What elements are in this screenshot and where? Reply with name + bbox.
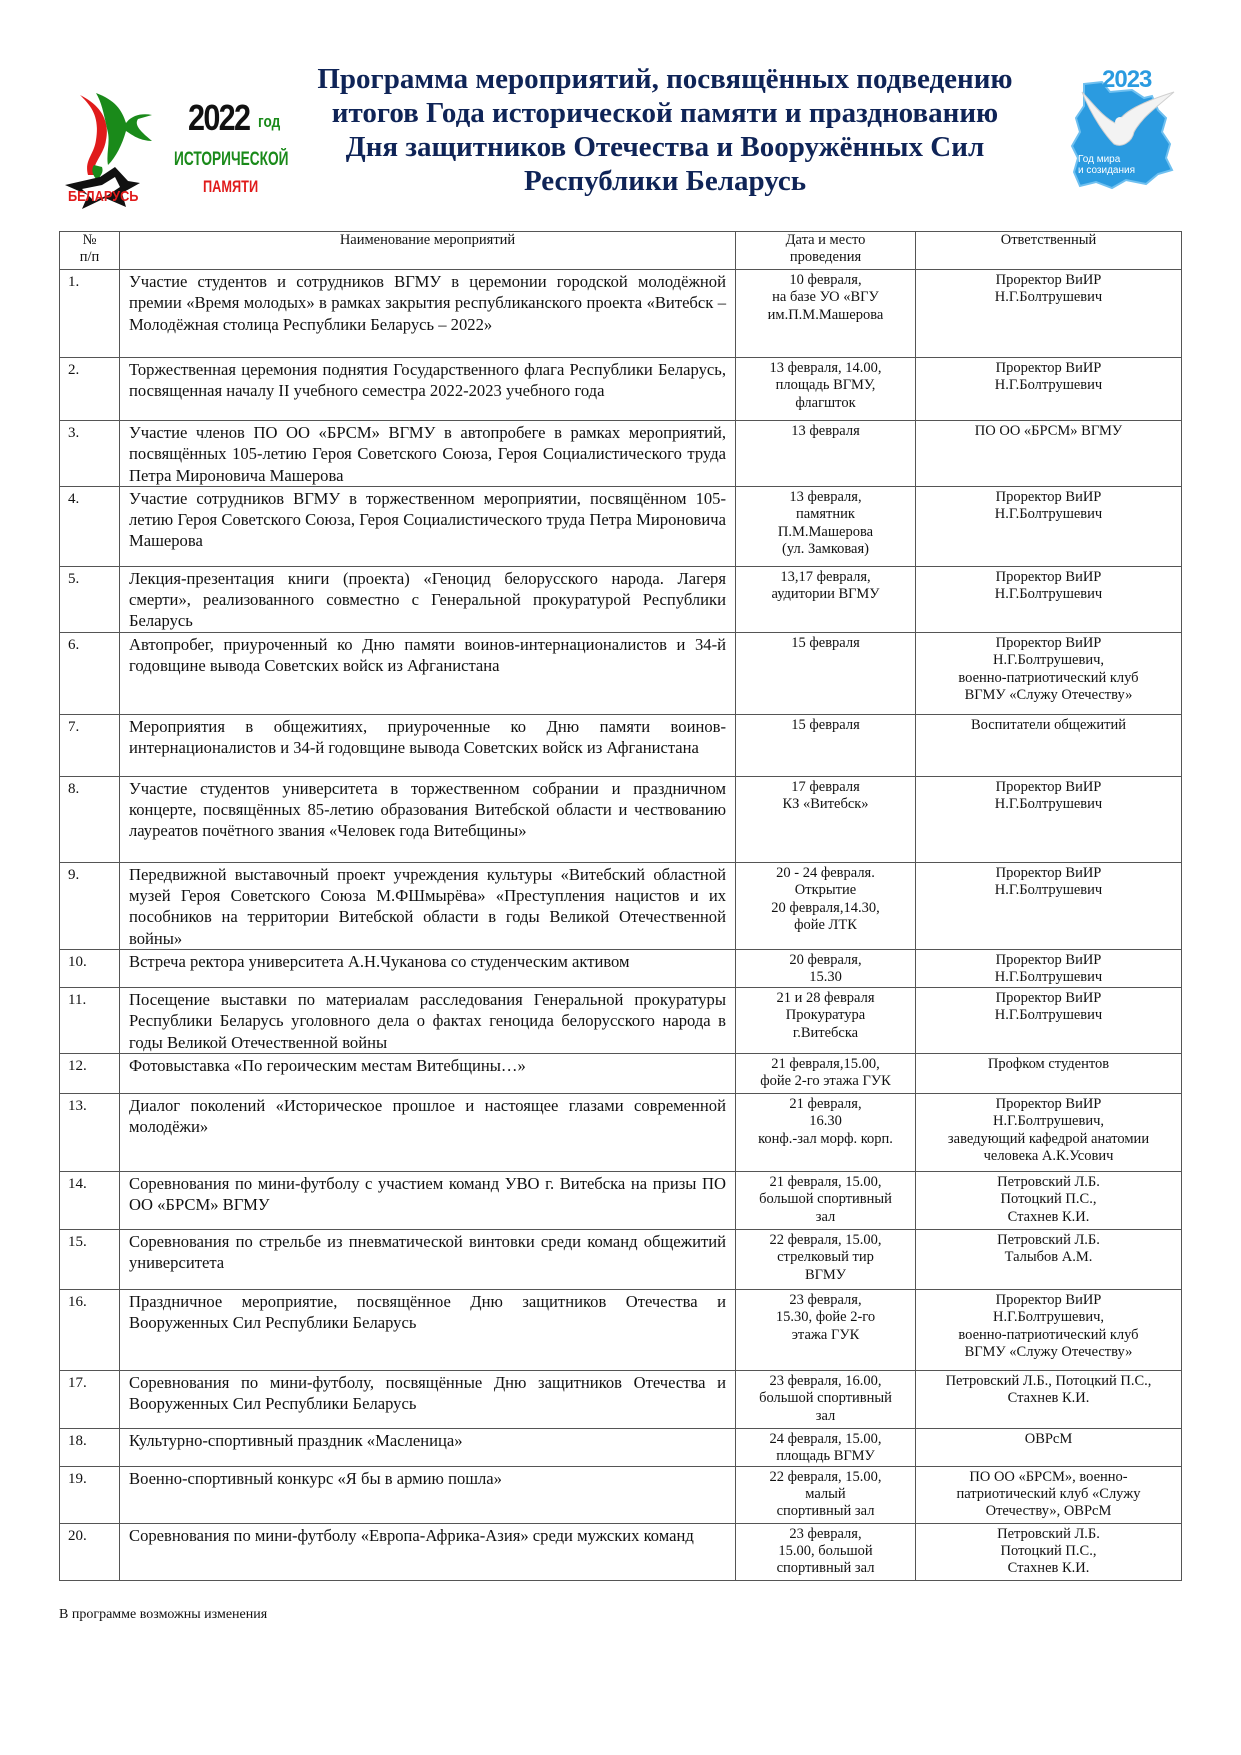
responsible: Проректор ВиИР Н.Г.Болтрушевич, военно-патриотический клуб ВГМУ «Служу Отечеству» xyxy=(916,1289,1182,1370)
responsible: Воспитатели общежитий xyxy=(916,714,1182,776)
table-header-row xyxy=(60,232,1182,270)
date-place: 21 февраля, 16.30 конф.-зал морф. корп. xyxy=(736,1093,916,1171)
date-place: 24 февраля, 15.00, площадь ВГМУ xyxy=(736,1428,916,1466)
logo-country-text: БЕЛАРУСЬ xyxy=(68,188,139,205)
row-number: 20. xyxy=(60,1523,120,1580)
responsible: Проректор ВиИР Н.Г.Болтрушевич xyxy=(916,270,1182,358)
row-number: 4. xyxy=(60,486,120,566)
table-row xyxy=(60,270,1182,358)
event-name: Участие сотрудников ВГМУ в торжественном мероприятии, посвящённом 105-летию Героя Советского Союза, Героя Социалистического труда Петра Мироновича Машерова xyxy=(120,486,736,566)
date-place: 17 февраля КЗ «Витебск» xyxy=(736,776,916,862)
table-row xyxy=(60,776,1182,862)
column-header-event-name: Наименование мероприятий xyxy=(120,232,736,270)
page-title: Программа мероприятий, посвящённых подведению итогов Года исторической памяти и празднованию Дня защитников Отечества и Вооружённых Сил Республики Беларусь xyxy=(317,63,1013,197)
event-name: Соревнования по мини-футболу с участием команд УВО г. Витебска на призы ПО ОО «БРСМ» ВГМУ xyxy=(120,1171,736,1229)
responsible: Проректор ВиИР Н.Г.Болтрушевич xyxy=(916,486,1182,566)
row-number: 11. xyxy=(60,987,120,1053)
event-name: Фотовыставка «По героическим местам Витебщины…» xyxy=(120,1053,736,1093)
table-row xyxy=(60,1289,1182,1370)
table-row xyxy=(60,1466,1182,1523)
table-row xyxy=(60,1171,1182,1229)
date-place: 15 февраля xyxy=(736,632,916,714)
table-row xyxy=(60,987,1182,1053)
row-number: 18. xyxy=(60,1428,120,1466)
date-place: 20 февраля, 15.30 xyxy=(736,949,916,987)
event-name: Военно-спортивный конкурс «Я бы в армию пошла» xyxy=(120,1466,736,1523)
date-place: 22 февраля, 15.00, малый спортивный зал xyxy=(736,1466,916,1523)
table-row xyxy=(60,949,1182,987)
date-place: 13 февраля, памятник П.М.Машерова (ул. Замковая) xyxy=(736,486,916,566)
date-place: 22 февраля, 15.00, стрелковый тир ВГМУ xyxy=(736,1229,916,1289)
responsible: ПО ОО «БРСМ», военно- патриотический клуб «Служу Отечеству», ОВРсМ xyxy=(916,1466,1182,1523)
row-number: 5. xyxy=(60,566,120,632)
event-name: Культурно-спортивный праздник «Масленица» xyxy=(120,1428,736,1466)
table-row xyxy=(60,1093,1182,1171)
row-number: 17. xyxy=(60,1370,120,1428)
event-name: Передвижной выставочный проект учреждения культуры «Витебский областной музей Героя Советского Союза М.ФШмырёва» «Преступления нацистов и их пособников на территории Витебской области в годы Великой Отечественной войны» xyxy=(120,862,736,949)
table-row xyxy=(60,1370,1182,1428)
footer-note: В программе возможны изменения xyxy=(59,1607,268,1622)
date-place: 23 февраля, 15.00, большой спортивный зал xyxy=(736,1523,916,1580)
responsible: Петровский Л.Б. Талыбов А.М. xyxy=(916,1229,1182,1289)
logo-tagline-text: Год мира и созидания xyxy=(1078,154,1136,176)
table-row xyxy=(60,421,1182,487)
date-place: 10 февраля, на базе УО «ВГУ им.П.М.Машерова xyxy=(736,270,916,358)
event-name: Соревнования по мини-футболу «Европа-Африка-Азия» среди мужских команд xyxy=(120,1523,736,1580)
date-place: 15 февраля xyxy=(736,714,916,776)
date-place: 23 февраля, 15.30, фойе 2-го этажа ГУК xyxy=(736,1289,916,1370)
program-table xyxy=(59,231,1182,1581)
event-name: Мероприятия в общежитиях, приуроченные ко Дню памяти воинов-интернационалистов и 34-й годовщине вывода Советских войск из Афганистана xyxy=(120,714,736,776)
event-name: Участие студентов и сотрудников ВГМУ в церемонии городской молодёжной премии «Время молодых» в рамках закрытия республиканского проекта «Витебск – Молодёжная столица Республики Беларусь – 2022» xyxy=(120,270,736,358)
logo-god-text: год xyxy=(258,112,281,131)
event-name: Диалог поколений «Историческое прошлое и настоящее глазами современной молодёжи» xyxy=(120,1093,736,1171)
logo-historical-text: ИСТОРИЧЕСКОЙ xyxy=(174,149,289,170)
responsible: Проректор ВиИР Н.Г.Болтрушевич xyxy=(916,566,1182,632)
date-place: 21 и 28 февраля Прокуратура г.Витебска xyxy=(736,987,916,1053)
row-number: 10. xyxy=(60,949,120,987)
event-name: Участие студентов университета в торжественном собрании и праздничном концерте, посвящённых 85-летию образования Витебской области и чествованию лауреатов почётного звания «Человек года Витебщины» xyxy=(120,776,736,862)
table-row xyxy=(60,358,1182,421)
row-number: 15. xyxy=(60,1229,120,1289)
row-number: 8. xyxy=(60,776,120,862)
historical-memory-year-logo xyxy=(60,85,300,210)
responsible: Проректор ВиИР Н.Г.Болтрушевич, военно-патриотический клуб ВГМУ «Служу Отечеству» xyxy=(916,632,1182,714)
column-header-date-place: Дата и место проведения xyxy=(736,232,916,270)
responsible: Петровский Л.Б. Потоцкий П.С., Стахнев К.И. xyxy=(916,1171,1182,1229)
row-number: 9. xyxy=(60,862,120,949)
event-name: Соревнования по мини-футболу, посвящённые Дню защитников Отечества и Вооруженных Сил Республики Беларусь xyxy=(120,1370,736,1428)
date-place: 13 февраля xyxy=(736,421,916,487)
date-place: 20 - 24 февраля. Открытие 20 февраля,14.30, фойе ЛТК xyxy=(736,862,916,949)
row-number: 3. xyxy=(60,421,120,487)
logo-2023-text: 2023 xyxy=(1102,66,1152,93)
responsible: Петровский Л.Б. Потоцкий П.С., Стахнев К.И. xyxy=(916,1523,1182,1580)
table-row xyxy=(60,714,1182,776)
row-number: 12. xyxy=(60,1053,120,1093)
event-name: Соревнования по стрельбе из пневматической винтовки среди команд общежитий университета xyxy=(120,1229,736,1289)
event-name: Торжественная церемония поднятия Государственного флага Республики Беларусь, посвященная началу II учебного семестра 2022-2023 учебного года xyxy=(120,358,736,421)
responsible: Проректор ВиИР Н.Г.Болтрушевич xyxy=(916,949,1182,987)
responsible: Проректор ВиИР Н.Г.Болтрушевич, заведующий кафедрой анатомии человека А.К.Усович xyxy=(916,1093,1182,1171)
responsible: ОВРсМ xyxy=(916,1428,1182,1466)
responsible: Проректор ВиИР Н.Г.Болтрушевич xyxy=(916,776,1182,862)
date-place: 23 февраля, 16.00, большой спортивный зал xyxy=(736,1370,916,1428)
table-row xyxy=(60,566,1182,632)
responsible: ПО ОО «БРСМ» ВГМУ xyxy=(916,421,1182,487)
row-number: 1. xyxy=(60,270,120,358)
column-header-responsible: Ответственный xyxy=(916,232,1182,270)
row-number: 2. xyxy=(60,358,120,421)
event-name: Встреча ректора университета А.Н.Чуканова со студенческим активом xyxy=(120,949,736,987)
responsible: Петровский Л.Б., Потоцкий П.С., Стахнев К.И. xyxy=(916,1370,1182,1428)
responsible: Проректор ВиИР Н.Г.Болтрушевич xyxy=(916,358,1182,421)
table-row xyxy=(60,1053,1182,1093)
responsible: Проректор ВиИР Н.Г.Болтрушевич xyxy=(916,862,1182,949)
event-name: Автопробег, приуроченный ко Дню памяти воинов-интернационалистов и 34-й годовщине вывода Советских войск из Афганистана xyxy=(120,632,736,714)
date-place: 21 февраля,15.00, фойе 2-го этажа ГУК xyxy=(736,1053,916,1093)
row-number: 14. xyxy=(60,1171,120,1229)
peace-year-logo xyxy=(1062,62,1182,202)
column-header-number: № п/п xyxy=(60,232,120,270)
date-place: 21 февраля, 15.00, большой спортивный зал xyxy=(736,1171,916,1229)
event-name: Лекция-презентация книги (проекта) «Геноцид белорусского народа. Лагеря смерти», реализованного совместно с Генеральной прокуратурой Республики Беларусь xyxy=(120,566,736,632)
responsible: Проректор ВиИР Н.Г.Болтрушевич xyxy=(916,987,1182,1053)
row-number: 7. xyxy=(60,714,120,776)
table-row xyxy=(60,1229,1182,1289)
event-name: Праздничное мероприятие, посвящённое Дню защитников Отечества и Вооруженных Сил Республики Беларусь xyxy=(120,1289,736,1370)
responsible: Профком студентов xyxy=(916,1053,1182,1093)
row-number: 19. xyxy=(60,1466,120,1523)
event-name: Посещение выставки по материалам расследования Генеральной прокуратуры Республики Беларусь уголовного дела о фактах геноцида белорусского народа в годы Великой Отечественной войны xyxy=(120,987,736,1053)
table-row xyxy=(60,486,1182,566)
row-number: 6. xyxy=(60,632,120,714)
row-number: 13. xyxy=(60,1093,120,1171)
row-number: 16. xyxy=(60,1289,120,1370)
document-header xyxy=(0,0,1241,225)
event-name: Участие членов ПО ОО «БРСМ» ВГМУ в автопробеге в рамках мероприятий, посвящённых 105-летию Героя Советского Союза, Героя Социалистического труда Петра Мироновича Машерова xyxy=(120,421,736,487)
table-row xyxy=(60,1523,1182,1580)
logo-memory-text: ПАМЯТИ xyxy=(203,177,259,196)
table-row xyxy=(60,1428,1182,1466)
table-row xyxy=(60,862,1182,949)
table-row xyxy=(60,632,1182,714)
date-place: 13,17 февраля, аудитории ВГМУ xyxy=(736,566,916,632)
logo-year-text: 2022 xyxy=(188,97,250,138)
date-place: 13 февраля, 14.00, площадь ВГМУ, флагшток xyxy=(736,358,916,421)
